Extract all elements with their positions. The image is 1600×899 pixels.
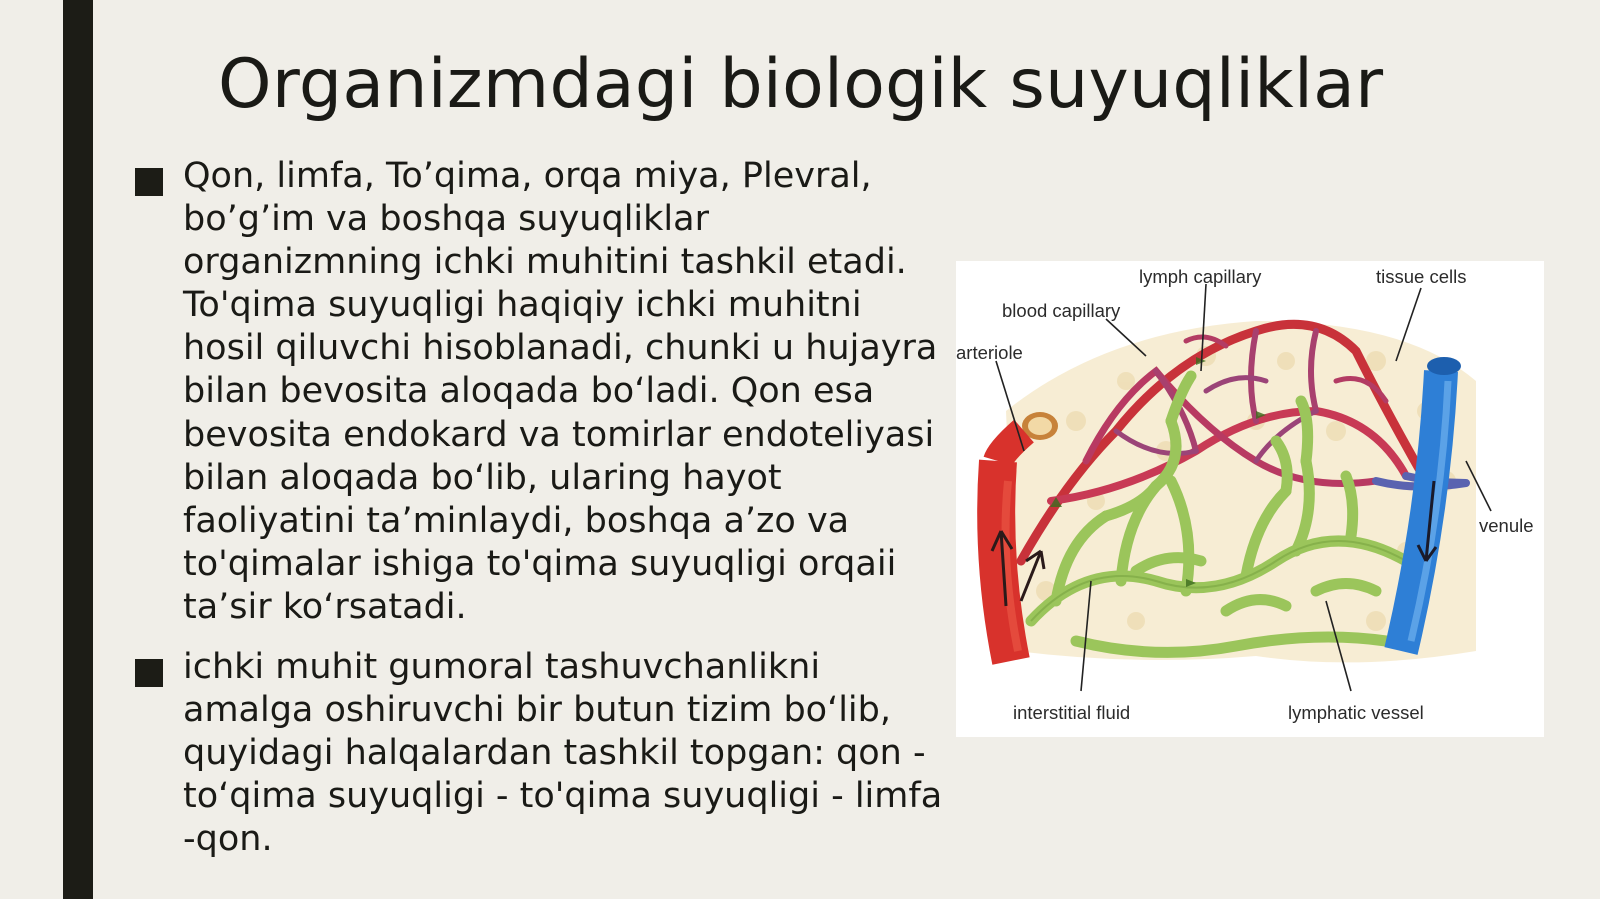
bullet-text: Qon, limfa, To’qima, orqa miya, Plevral, bo’g’im va boshqa suyuqliklar organizmning ichki muhitini tashkil etadi. To'qima suyuqligi haqiqiy ichki muhitni hosil qiluvchi hisoblanadi, chunki u hujayra bilan bevosita aloqada bo‘ladi. Qon esa bevosita endokard va tomirlar endoteliyasi bilan aloqada bo‘lib, ularing hayot faoliyatini ta’minlaydi, boshqa a’zo va to'qimalar ishiga to'qima suyuqligi orqaii ta’sir ko‘rsatadi. <box>183 156 938 627</box>
label-lymphatic-vessel: lymphatic vessel <box>1288 702 1424 723</box>
bullet-square-icon <box>135 659 163 687</box>
bullet-square-icon <box>135 168 163 196</box>
label-lymph-capillary: lymph capillary <box>1139 266 1262 287</box>
label-arteriole: arteriole <box>956 342 1023 363</box>
left-accent-bar <box>63 0 93 899</box>
label-tissue-cells: tissue cells <box>1376 266 1467 287</box>
bullet-text: ichki muhit gumoral tashuvchanlikni amalga oshiruvchi bir butun tizim bo‘lib, quyidagi halqalardan tashkil topgan: qon - to‘qima suyuqligi - to'qima suyuqligi - limfa -qon. <box>183 647 943 860</box>
bullet-list <box>133 155 953 862</box>
label-blood-capillary: blood capillary <box>1002 300 1121 321</box>
label-interstitial-fluid: interstitial fluid <box>1013 702 1131 723</box>
slide-title: Organizmdagi biologik suyuqliklar <box>218 45 1384 124</box>
capillary-bed-diagram <box>956 261 1544 737</box>
label-venule: venule <box>1479 515 1534 536</box>
bullet-item <box>133 646 953 861</box>
capillary-bed-illustration <box>956 261 1544 737</box>
bullet-item <box>133 155 953 629</box>
